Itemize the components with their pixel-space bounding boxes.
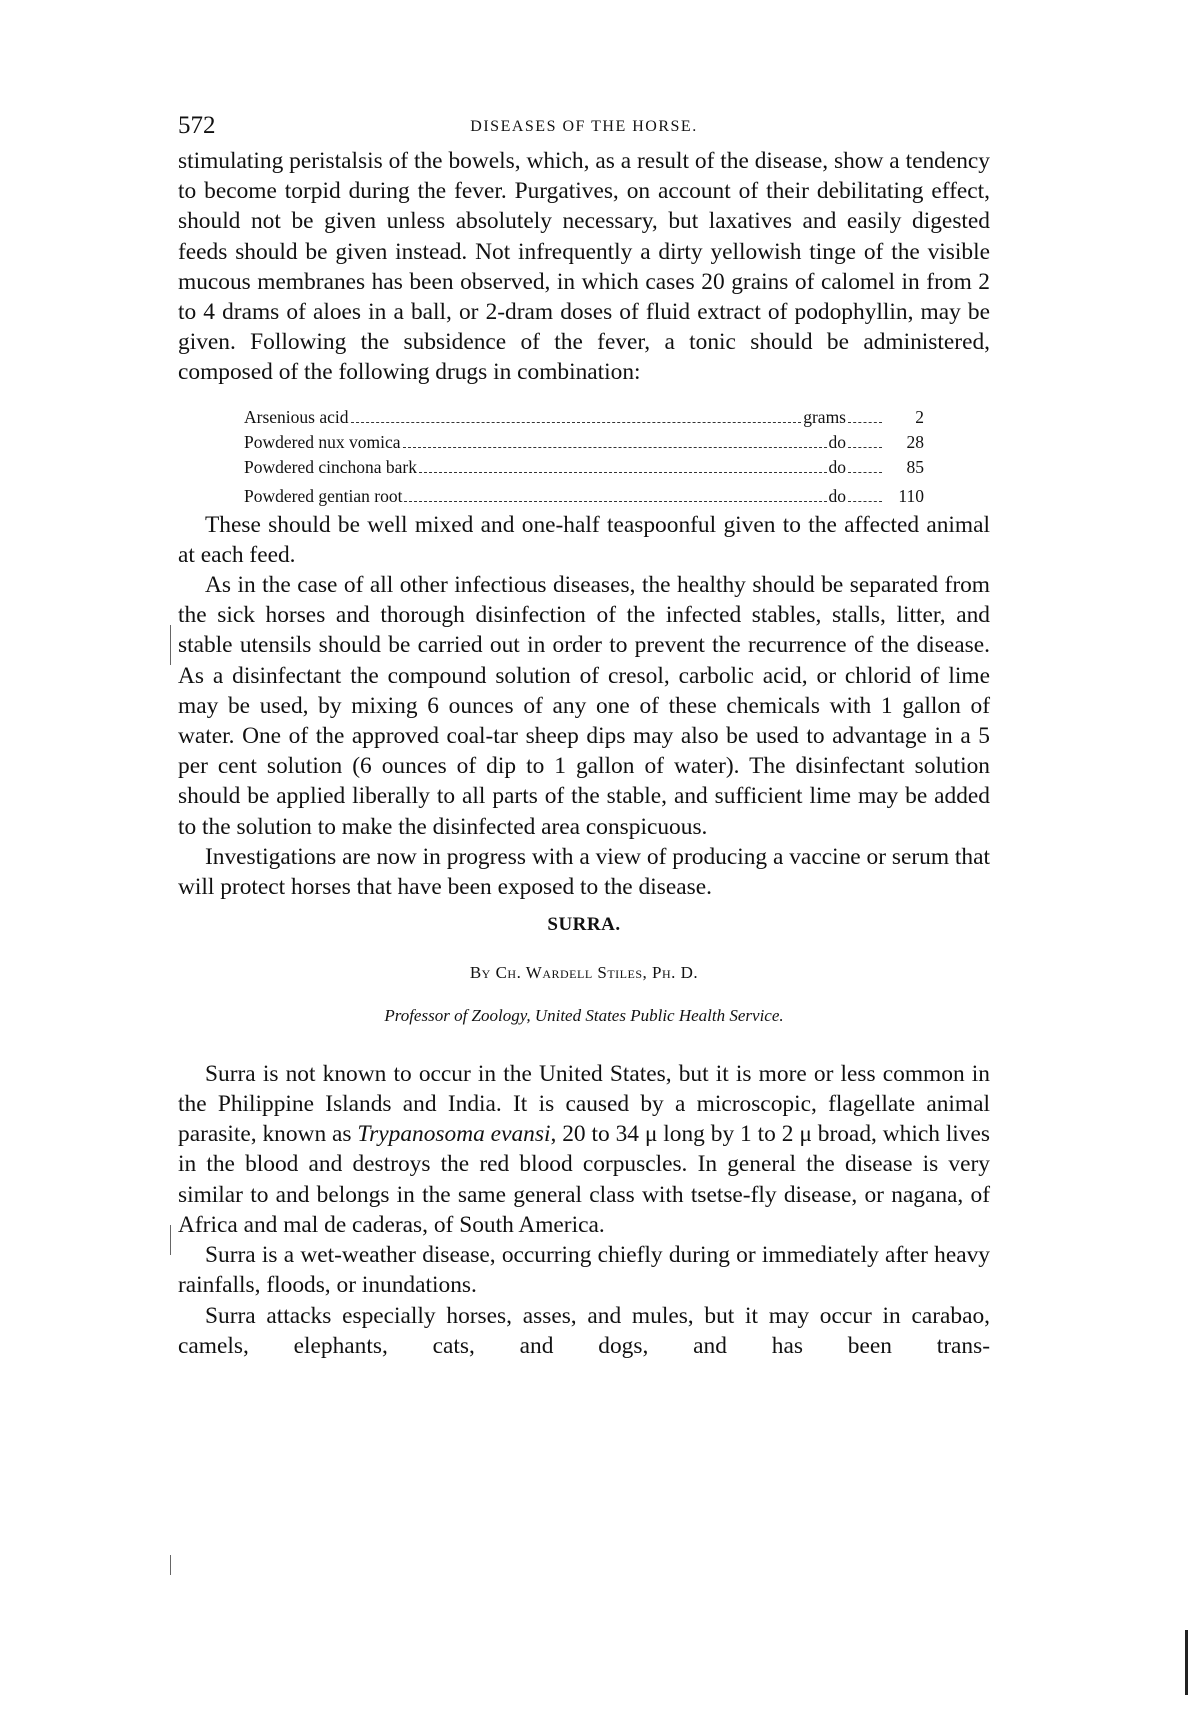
page-header <box>178 112 990 146</box>
species-name: Trypanosoma evansi <box>357 1121 551 1148</box>
paragraph-dosage: These should be well mixed and one-half teaspoonful given to the affected animal at each feed. <box>178 511 990 568</box>
drug-unit: do <box>828 431 846 452</box>
scan-margin-mark <box>1185 1630 1188 1695</box>
text-run: , 20 to 34 μ long by 1 to 2 μ broad, which lives in the blood and destroys the red blood corpuscles. In general the disease is very similar to and belongs in the same general class with tsetse-fly disease, or nagana, of Africa and mal de caderas, of South America. <box>178 1121 990 1238</box>
document-page <box>178 112 990 1361</box>
drug-quantity: 28 <box>906 431 924 452</box>
recipe-row <box>244 481 924 506</box>
body-text <box>178 146 990 1361</box>
drug-unit: do <box>828 485 846 506</box>
section-title: SURRA. <box>547 914 621 936</box>
paragraph-investigations: Investigations are now in progress with a view of producing a vaccine or serum that will protect horses that have been exposed to the disease. <box>178 843 990 901</box>
drug-name: Arsenious acid <box>244 406 349 427</box>
text-run: Surra is not known to occur in the United States, but it is more or less common in the Philippine Islands and India. It is caused by a microscopic, flagellate animal parasite, known as <box>178 1060 990 1148</box>
leader-dots <box>419 472 827 473</box>
drug-name: Powdered gentian root <box>244 485 403 506</box>
drug-quantity: 110 <box>898 485 924 506</box>
drug-quantity: 85 <box>906 456 924 477</box>
paragraph-surra-hosts: Surra attacks especially horses, asses, and mules, but it may occur in carabao, camels, elephants, cats, and dogs, and has been trans- <box>178 1302 990 1359</box>
drug-name: Powdered nux vomica <box>244 431 401 452</box>
leader-dots <box>403 447 827 448</box>
leader-dots <box>351 422 802 423</box>
drug-quantity: 2 <box>915 406 924 427</box>
drug-unit: do <box>828 456 846 477</box>
recipe-row <box>244 452 924 477</box>
scan-margin-mark <box>170 1225 171 1255</box>
drug-name: Powdered cinchona bark <box>244 456 417 477</box>
paragraph-treatment: stimulating peristalsis of the bowels, which, as a result of the disease, show a tendency to become torpid during the fever. Purgatives, on account of their debilitating effect, should not be given unless absolutely necessary, but laxatives and easily digested feeds should be given instead. Not infrequently a dirty yellowish tinge of the visible mucous membranes has been observed, in which cases 20 grains of calomel in from 2 to 4 drams of aloes in a ball, or 2-dram doses of fluid extract of podophyllin, may be given. Following the subsidence of the fever, a tonic should be administered, composed of the following drugs in combination: <box>178 148 990 386</box>
leader-dots <box>848 501 882 502</box>
paragraph-disinfection: As in the case of all other infectious diseases, the healthy should be separated from the sick horses and thorough disinfection of the infected stables, stalls, litter, and stable utensils should be carried out in order to prevent the recurrence of the disease. As a disinfectant the compound solution of cresol, carbolic acid, or chlorid of lime may be used, by mixing 6 ounces of any one of these chemicals with 1 gallon of water. One of the approved coal-tar sheep dips may also be used to advantage in a 5 per cent solution (6 ounces of dip to 1 gallon of water). The disinfectant solution should be applied liberally to all parts of the stable, and sufficient lime may be added to the solution to make the disinfected area conspicuous. <box>178 572 990 840</box>
drug-unit: grams <box>803 406 846 427</box>
running-head: DISEASES OF THE HORSE. <box>470 118 698 135</box>
leader-dots <box>848 472 882 473</box>
paragraph-surra-weather: Surra is a wet-weather disease, occurring chiefly during or immediately after heavy rainfalls, floods, or inundations. <box>178 1242 990 1299</box>
tonic-recipe-table <box>244 402 924 506</box>
author-affiliation: Professor of Zoology, United States Public Health Service. <box>384 1005 784 1025</box>
recipe-row <box>244 402 924 427</box>
scan-margin-mark <box>170 625 171 665</box>
paragraph-surra-intro <box>178 1059 990 1240</box>
page-number: 572 <box>178 112 216 139</box>
scan-margin-mark <box>170 1555 171 1575</box>
leader-dots <box>848 422 882 423</box>
leader-dots <box>404 501 826 502</box>
author-byline: By Ch. Wardell Stiles, Ph. D. <box>469 963 699 983</box>
leader-dots <box>848 447 882 448</box>
